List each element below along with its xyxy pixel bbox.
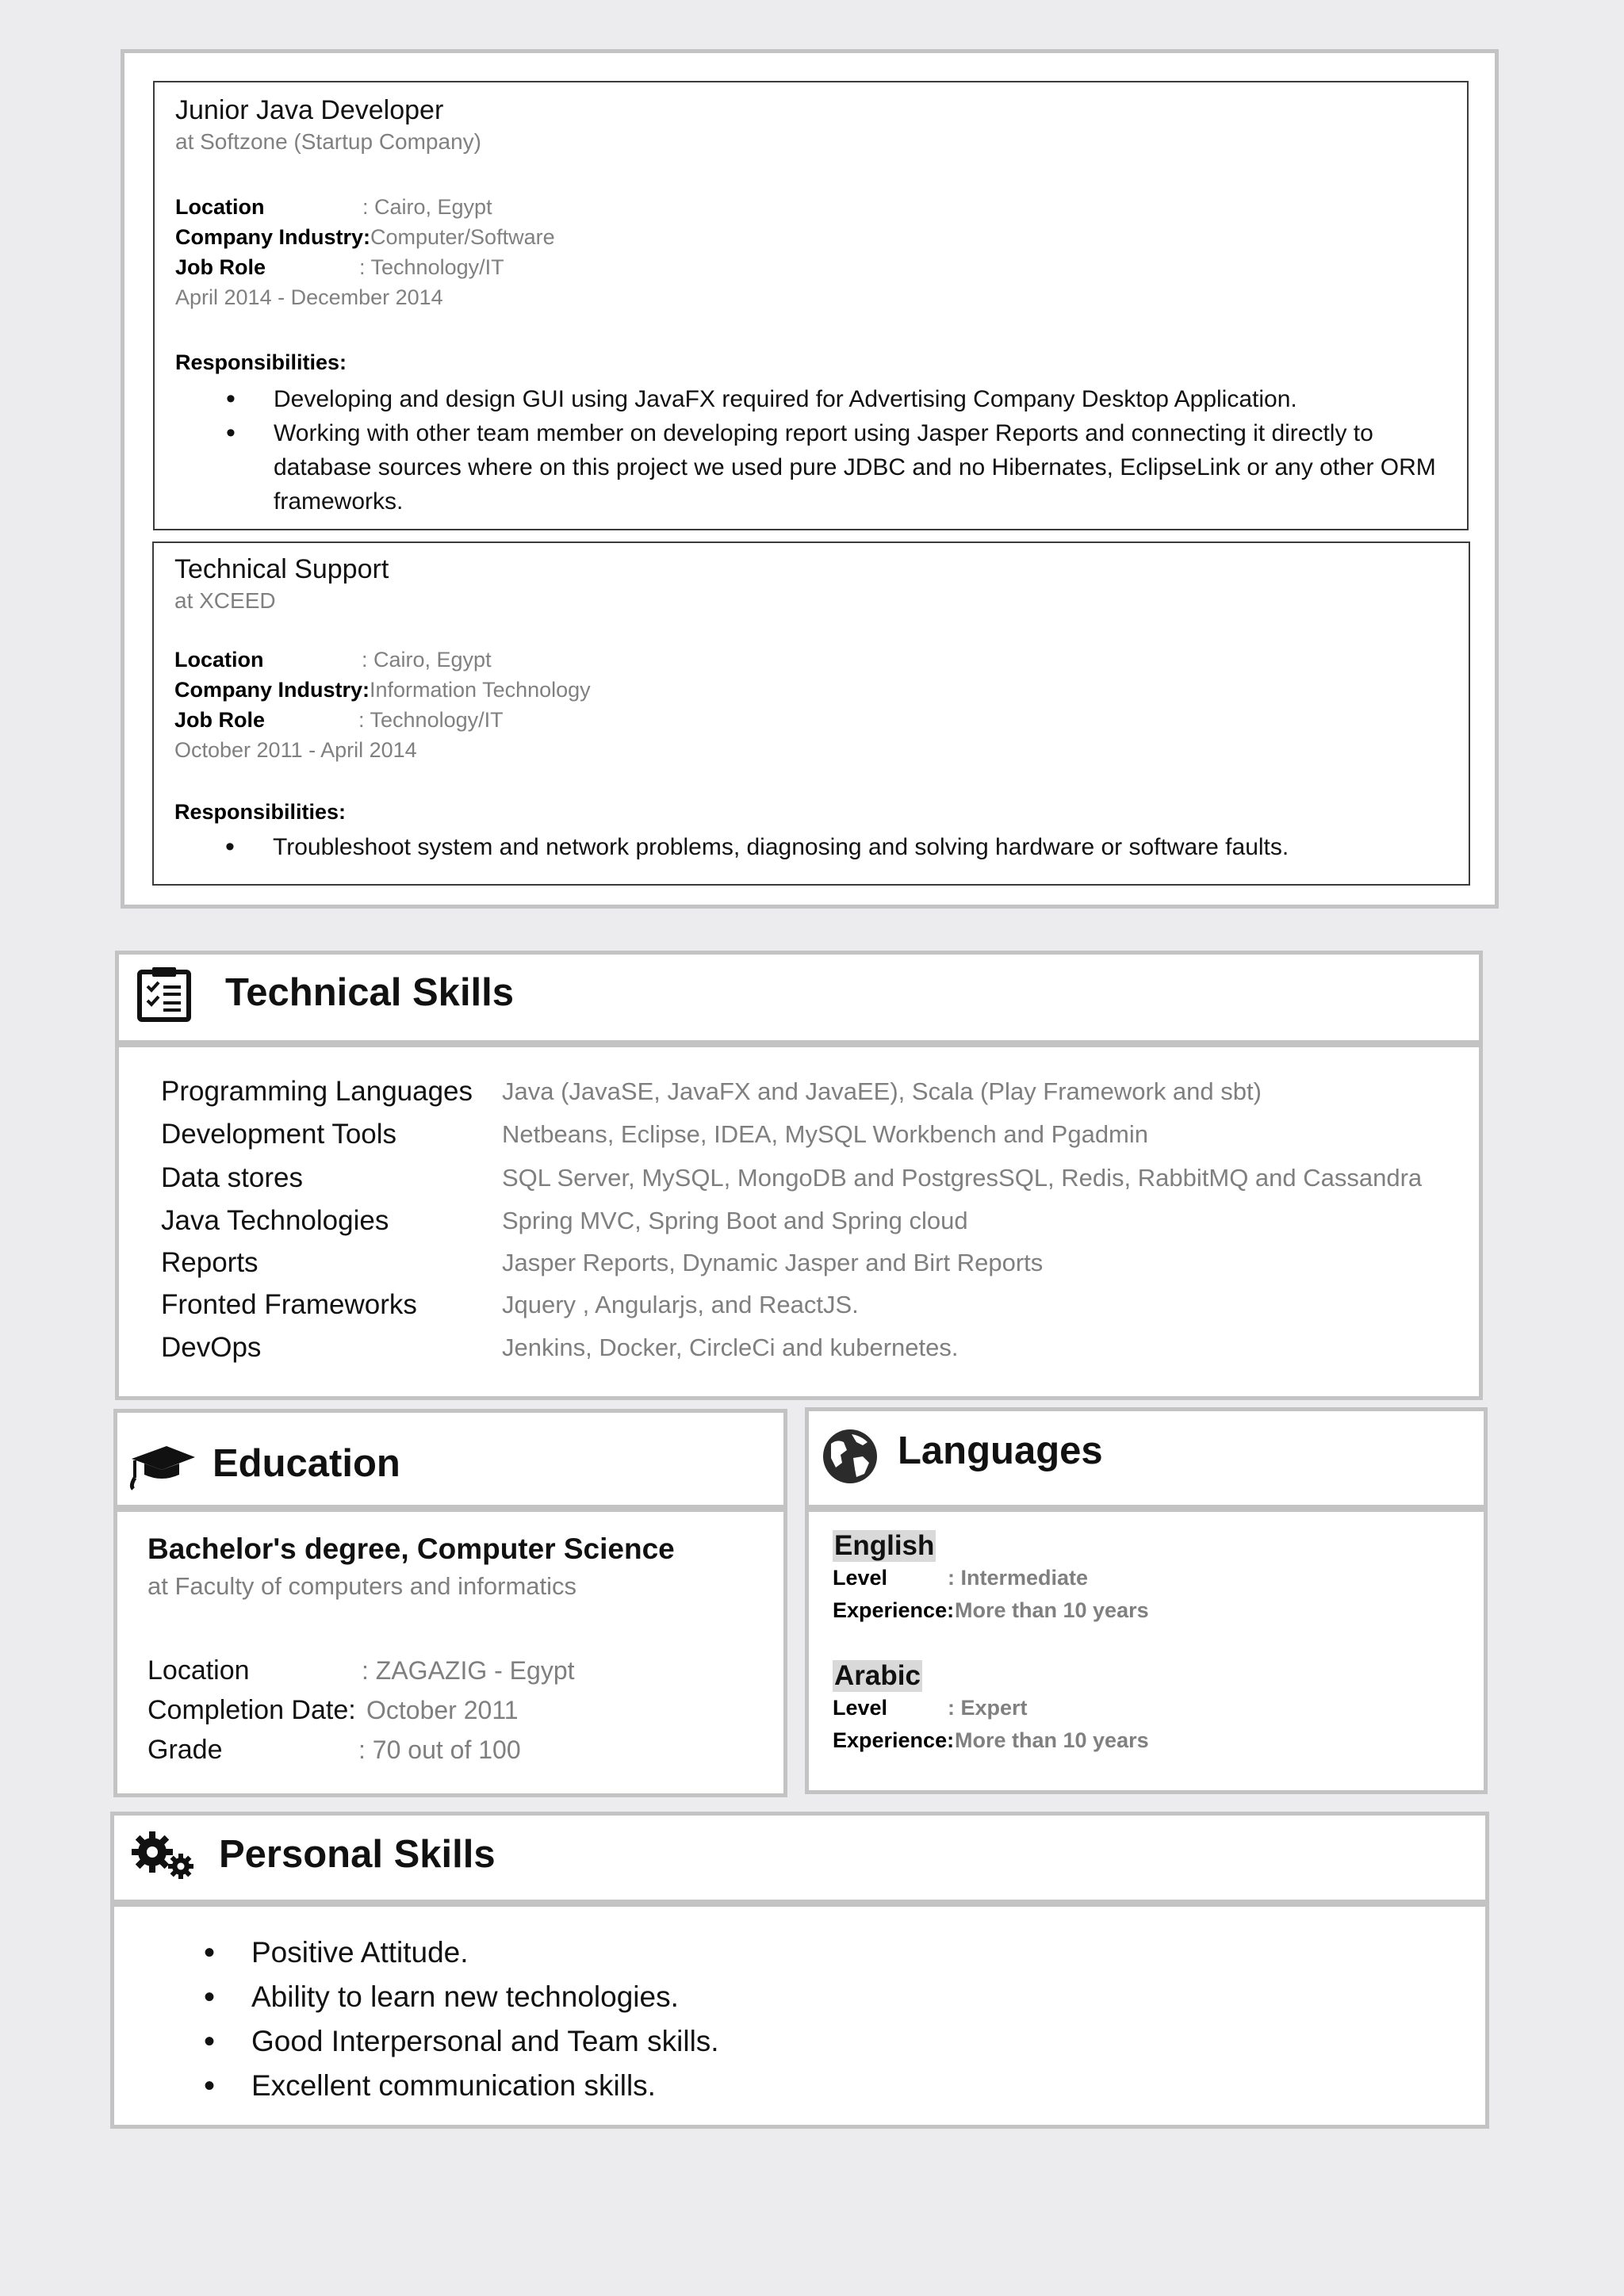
table-row (161, 1247, 1446, 1290)
globe-icon (820, 1426, 880, 1487)
skill-name: Data stores (161, 1162, 303, 1193)
grade-value: : 70 out of 100 (358, 1735, 521, 1764)
personal-skills-list (251, 1931, 1362, 2108)
location-label: Location (175, 195, 265, 219)
job-dates: April 2014 - December 2014 (175, 285, 443, 309)
industry-value: Computer/Software (370, 225, 555, 249)
job-company: at Softzone (Startup Company) (175, 129, 481, 154)
job-title: Junior Java Developer (175, 95, 444, 125)
list-item: • Working with other team member on developing report using Jasper Reports and connecting it directly to database sources where on this project we used pure JDBC and no Hibernates, EclipseLink or any other ORM frameworks. (274, 416, 1455, 519)
location-value: : Cairo, Egypt (362, 648, 492, 672)
responsibilities-list (273, 830, 1454, 864)
table-row (161, 1205, 1446, 1248)
experience-panel (121, 49, 1499, 909)
industry-label: Company Industry: (174, 678, 370, 702)
list-item: • Ability to learn new technologies. (251, 1975, 1362, 2019)
location-value: : ZAGAZIG - Egypt (362, 1656, 575, 1685)
language-item (833, 1530, 1467, 1627)
section-header (119, 955, 1479, 1047)
job-location-row (174, 645, 967, 675)
list-item: • Excellent communication skills. (251, 2064, 1362, 2108)
level-value: : Expert (948, 1696, 1028, 1720)
location-label: Location (147, 1655, 250, 1686)
skill-name: Java Technologies (161, 1205, 389, 1236)
table-row (161, 1332, 1446, 1375)
language-experience-row (833, 1724, 1467, 1757)
language-level-row (833, 1562, 1467, 1594)
skill-name: Programming Languages (161, 1076, 473, 1107)
skills-table (161, 1076, 1446, 1377)
experience-value: More than 10 years (955, 1598, 1149, 1622)
role-label: Job Role (174, 708, 266, 732)
skill-name: Development Tools (161, 1119, 397, 1150)
education-completion-row (147, 1690, 774, 1730)
job-title: Technical Support (174, 554, 389, 584)
industry-value: Information Technology (370, 678, 591, 702)
grade-label: Grade (147, 1735, 223, 1765)
gears-icon (128, 1828, 197, 1882)
experience-label: Experience: (833, 1728, 955, 1752)
section-title: Education (213, 1442, 400, 1485)
section-header (114, 1816, 1485, 1907)
skill-name: Reports (161, 1247, 259, 1278)
responsibilities-heading: Responsibilities: (175, 350, 347, 374)
skill-name: DevOps (161, 1332, 262, 1363)
experience-value: More than 10 years (955, 1728, 1149, 1752)
skill-value: Jasper Reports, Dynamic Jasper and Birt Reports (502, 1249, 1044, 1276)
level-label: Level (833, 1566, 888, 1590)
location-label: Location (174, 648, 264, 672)
skill-value: SQL Server, MySQL, MongoDB and PostgresSQL, Redis, RabbitMQ and Cassandra (502, 1164, 1423, 1192)
education-section (113, 1409, 787, 1797)
skill-value: Java (JavaSE, JavaFX and JavaEE), Scala (Play Framework and sbt) (502, 1077, 1262, 1105)
location-value: : Cairo, Egypt (362, 195, 492, 219)
technical-skills-section (115, 951, 1483, 1400)
job-location-row (175, 192, 968, 222)
job-role-row (174, 705, 967, 735)
section-title: Languages (898, 1429, 1103, 1472)
skill-name: Fronted Frameworks (161, 1289, 417, 1320)
personal-skills-section (110, 1812, 1489, 2129)
skill-value: Netbeans, Eclipse, IDEA, MySQL Workbench and Pgadmin (502, 1120, 1149, 1148)
completion-value: October 2011 (366, 1696, 519, 1724)
school-name: at Faculty of computers and informatics (147, 1572, 577, 1600)
job-company: at XCEED (174, 588, 276, 613)
role-label: Job Role (175, 255, 266, 279)
language-item (833, 1660, 1467, 1757)
language-name: English (834, 1530, 935, 1561)
role-value: : Technology/IT (358, 708, 504, 732)
job-entry (153, 81, 1469, 530)
list-item: • Positive Attitude. (251, 1931, 1362, 1975)
job-entry (152, 541, 1470, 886)
list-item: • Troubleshoot system and network problems, diagnosing and solving hardware or software faults. (273, 830, 1454, 864)
education-grade-row (147, 1730, 774, 1770)
section-header (809, 1411, 1484, 1512)
job-role-row (175, 252, 968, 282)
table-row (161, 1162, 1446, 1205)
clipboard-checklist-icon (136, 966, 192, 1023)
section-title: Technical Skills (225, 971, 515, 1014)
education-location-row (147, 1651, 774, 1690)
section-header (117, 1413, 783, 1512)
table-row (161, 1119, 1446, 1161)
skill-value: Spring MVC, Spring Boot and Spring cloud (502, 1207, 968, 1234)
level-value: : Intermediate (948, 1566, 1089, 1590)
table-row (161, 1076, 1446, 1119)
responsibilities-heading: Responsibilities: (174, 800, 347, 824)
table-row (161, 1289, 1446, 1332)
job-industry-row (175, 222, 968, 252)
industry-label: Company Industry: (175, 225, 371, 249)
experience-label: Experience: (833, 1598, 955, 1622)
responsibilities-list (274, 382, 1455, 519)
level-label: Level (833, 1696, 888, 1720)
language-level-row (833, 1692, 1467, 1724)
language-name: Arabic (834, 1660, 921, 1691)
languages-section (805, 1407, 1488, 1794)
language-experience-row (833, 1594, 1467, 1627)
degree-title: Bachelor's degree, Computer Science (147, 1533, 675, 1565)
skill-value: Jenkins, Docker, CircleCi and kubernetes. (502, 1334, 959, 1361)
completion-label: Completion Date: (147, 1695, 356, 1725)
job-dates: October 2011 - April 2014 (174, 738, 417, 762)
role-value: : Technology/IT (359, 255, 504, 279)
job-industry-row (174, 675, 967, 705)
section-title: Personal Skills (219, 1833, 496, 1876)
skill-value: Jquery , Angularjs, and ReactJS. (502, 1291, 859, 1318)
list-item: • Good Interpersonal and Team skills. (251, 2019, 1362, 2064)
graduation-cap-icon (128, 1443, 197, 1492)
list-item: • Developing and design GUI using JavaFX required for Advertising Company Desktop Application. (274, 382, 1455, 416)
